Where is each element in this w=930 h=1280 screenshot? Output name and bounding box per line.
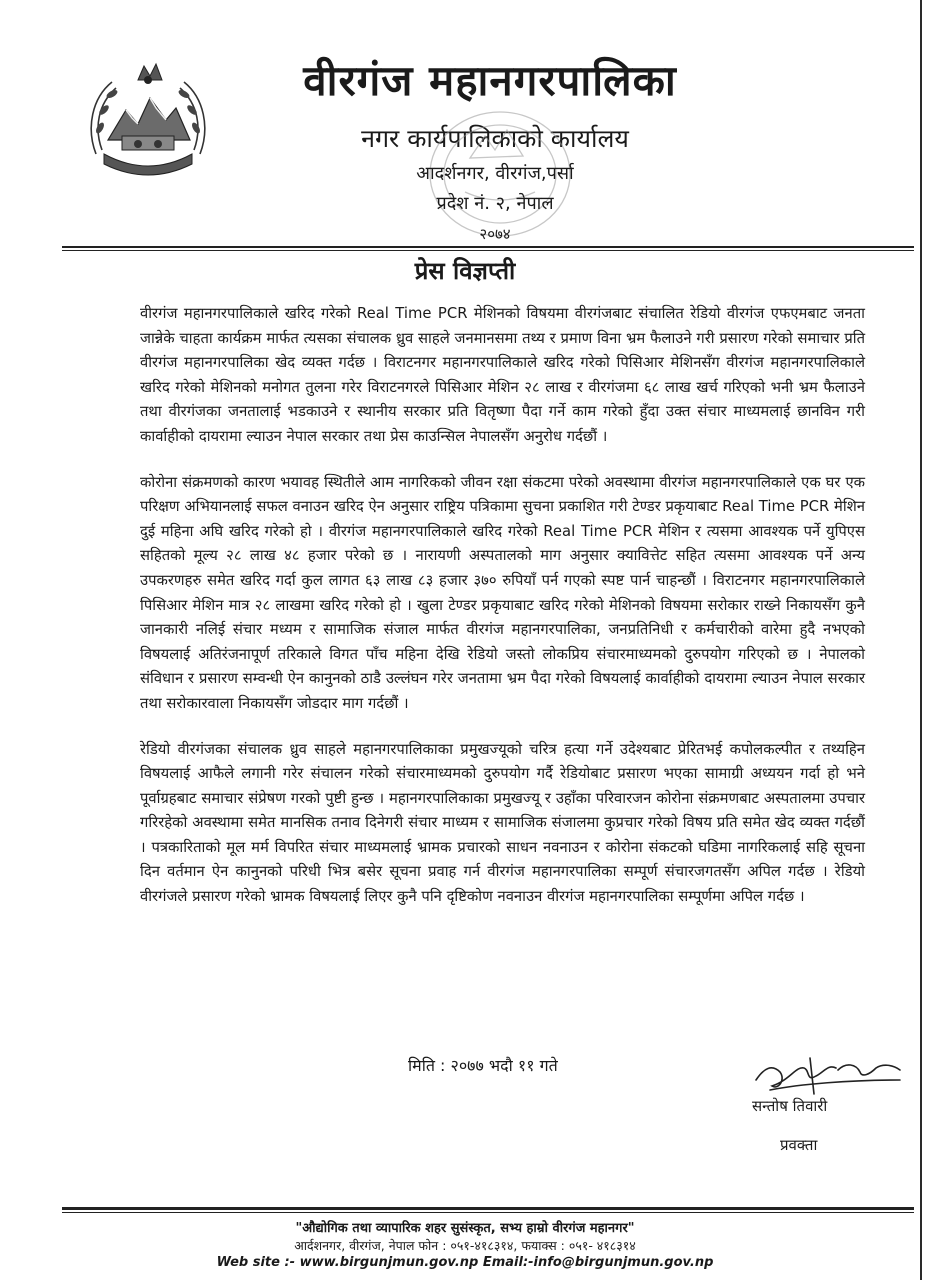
- footer-divider-thin: [62, 1212, 914, 1213]
- handwritten-signature-icon: [750, 1050, 910, 1102]
- stamp-year: २०७४: [479, 225, 511, 243]
- footer-contact: आर्दशनगर, वीरगंज, नेपाल फोन : ०५१-४१८३१४, फयाक्स : ०५१- ४१८३१४: [294, 1238, 636, 1253]
- header-divider-thin: [62, 250, 914, 251]
- footer-divider: [62, 1207, 914, 1210]
- signatory-title: प्रवक्ता: [780, 1136, 818, 1154]
- release-date: मिति : २०७७ भदौ ११ गते: [408, 1056, 558, 1075]
- page-edge-line: [920, 0, 922, 1280]
- press-release-heading: प्रेस विज्ञप्ती: [414, 257, 516, 285]
- nepal-emblem-icon: [82, 58, 214, 184]
- body-paragraph: कोरोना संक्रमणको कारण भयावह स्थितीले आम नागरिकको जीवन रक्षा संकटमा परेको अवस्थामा वीरगंज महानगरपालिकाले एक घर एक परिक्षण अभियानलाई सफल वनाउन खरिद ऐन अनुसार राष्ट्रिय पत्रिकामा सुचना प्रकाशित गरी टेण्डर प्रकृयाबाट Real Time PCR मेशिन दुई महिना अघि खरिद गरेको हो । वीरगंज महानगरपालिकाले खरिद गरेको Real Time PCR मेशिन र त्यसमा आवश्यक पर्ने युपिएस सहितको मूल्य २८ लाख ४८ हजार परेको छ । नारायणी अस्पतालको माग अनुसार क्यावित्तेट सहित त्यसमा आवश्यक पर्ने अन्य उपकरणहरु समेत खरिद गर्दा कुल लागत ६३ लाख ८३ हजार ३७० रुपियाँ पर्न गएको स्पष्ट पार्न चाहन्छौं । विराटनगर महानगरपालिकाले पिसिआर मेशिन मात्र २८ लाखमा खरिद गरेको हो । खुला टेण्डर प्रकृयाबाट खरिद गरेको मेशिनको विषयमा सरोकार राख्ने निकायसँग कुनै जानकारी नलिई संचार मध्यम र सामाजिक संजाल मार्फत वीरगंज महानगरपालिका, जनप्रतिनिधी र कर्मचारीको वारेमा हुदै नभएको विषयलाई अतिरंजनापूर्ण तरिकाले विगत पाँच महिना देखि रेडियो जस्तो लोकप्रिय संचारमाध्यमको दुरुपयोग गरिएको छ । नेपालको संविधान र प्रसारण सम्वन्धी ऐन कानुनको ठाडै उल्लंघन गरेर जनतामा भ्रम पैदा गरेको विषयलाई कार्वाहीको दायरामा ल्याउन नेपाल सरकार तथा सरोकारवाला निकायसँग जोडदार माग गर्दछौं ।: [140, 473, 865, 712]
- signatory-name: सन्तोष तिवारी: [752, 1097, 828, 1115]
- page-title: वीरगंज महानगरपालिका: [303, 56, 677, 105]
- footer-web-email: Web site :- www.birgunjmun.gov.np Email:-info@birgunjmun.gov.np: [216, 1255, 714, 1270]
- press-release-body: [140, 302, 865, 931]
- body-paragraph: वीरगंज महानगरपालिकाले खरिद गरेको Real Time PCR मेशिनको विषयमा वीरगंजबाट संचालित रेडियो वीरगंज एफएमबाट जनता जान्नेके चाहता कार्यक्रम मार्फत त्यसका संचालक ध्रुव साहले जनमानसमा तथ्य र प्रमाण विना भ्रम फैलाउने गरी प्रसारण गरेको समाचार प्रति वीरगंज महानगरपालिका खेद व्यक्त गर्दछ । विराटनगर महानगरपालिकाले खरिद गरेको पिसिआर मेशिनसँग वीरगंज महानगरपालिकाले खरिद गरेको मेशिनको मनोगत तुलना गरेर विराटनगरले पिसिआर मेशिन २८ लाख र वीरगंजमा ६८ लाख खर्च गरिएको भनी भ्रम फैलाउने तथा वीरगंजका जनतालाई भडकाउने र स्थानीय सरकार प्रति वितृष्णा पैदा गर्ने काम गरेको हुँदा उक्त संचार माध्यमलाई छानविन गरी कार्वाहीको दायरामा ल्याउन नेपाल सरकार तथा प्रेस काउन्सिल नेपालसँग अनुरोध गर्दछौं ।: [140, 305, 865, 445]
- office-province: प्रदेश नं. २, नेपाल: [436, 193, 554, 214]
- footer-slogan: "औद्योगिक तथा व्यापारिक शहर सुसंस्कृत, सभ्य हाम्रो वीरगंज महानगर": [295, 1221, 635, 1236]
- office-subtitle: नगर कार्यपालिकाको कार्यालय: [361, 124, 629, 153]
- office-address: आदर्शनगर, वीरगंज,पर्सा: [416, 163, 574, 184]
- header-divider: [62, 246, 914, 248]
- body-paragraph: रेडियो वीरगंजका संचालक ध्रुव साहले महानगरपालिकाका प्रमुखज्यूको चरित्र हत्या गर्ने उदेश्यबाट प्रेरितभई कपोलकल्पीत र तथ्यहिन विषयलाई आफैले लगानी गरेर संचालन गरेको संचारमाध्यमको दुरुपयोग गर्दै रेडियोबाट प्रसारण भएका सामाग्री अध्ययन गर्दा हो भने पूर्वाग्रहबाट समाचार संप्रेषण गरको पुष्टी हुन्छ । महानगरपालिकाका प्रमुखज्यू र उहाँका परिवारजन कोरोना संक्रमणबाट अस्पतालमा उपचार गरिरहेको अवस्थामा समेत मानसिक तनाव दिनेगरी संचार माध्यम र सामाजिक संजालमा कुप्रचार गरेको विषय प्रति समेत खेद व्यक्त गर्दछौं । पत्रकारिताको मूल मर्म विपरित संचार माध्यमलाई भ्रामक प्रचारको साधन नवनाउन र कोरोना संकटको घडिमा नागरिकलाई सहि सूचना दिन वर्तमान ऐन कानुनको परिधी भित्र बसेर सूचना प्रवाह गर्न वीरगंज महानगरपालिका सम्पूर्ण संचारजगतसँग अपिल गर्दछ । रेडियो वीरगंजले प्रसारण गरेको भ्रामक विषयलाई लिएर कुनै पनि दृष्टिकोण नवनाउन वीरगंज महानगरपालिका सम्पूर्णमा अपिल गर्दछ ।: [140, 740, 865, 906]
